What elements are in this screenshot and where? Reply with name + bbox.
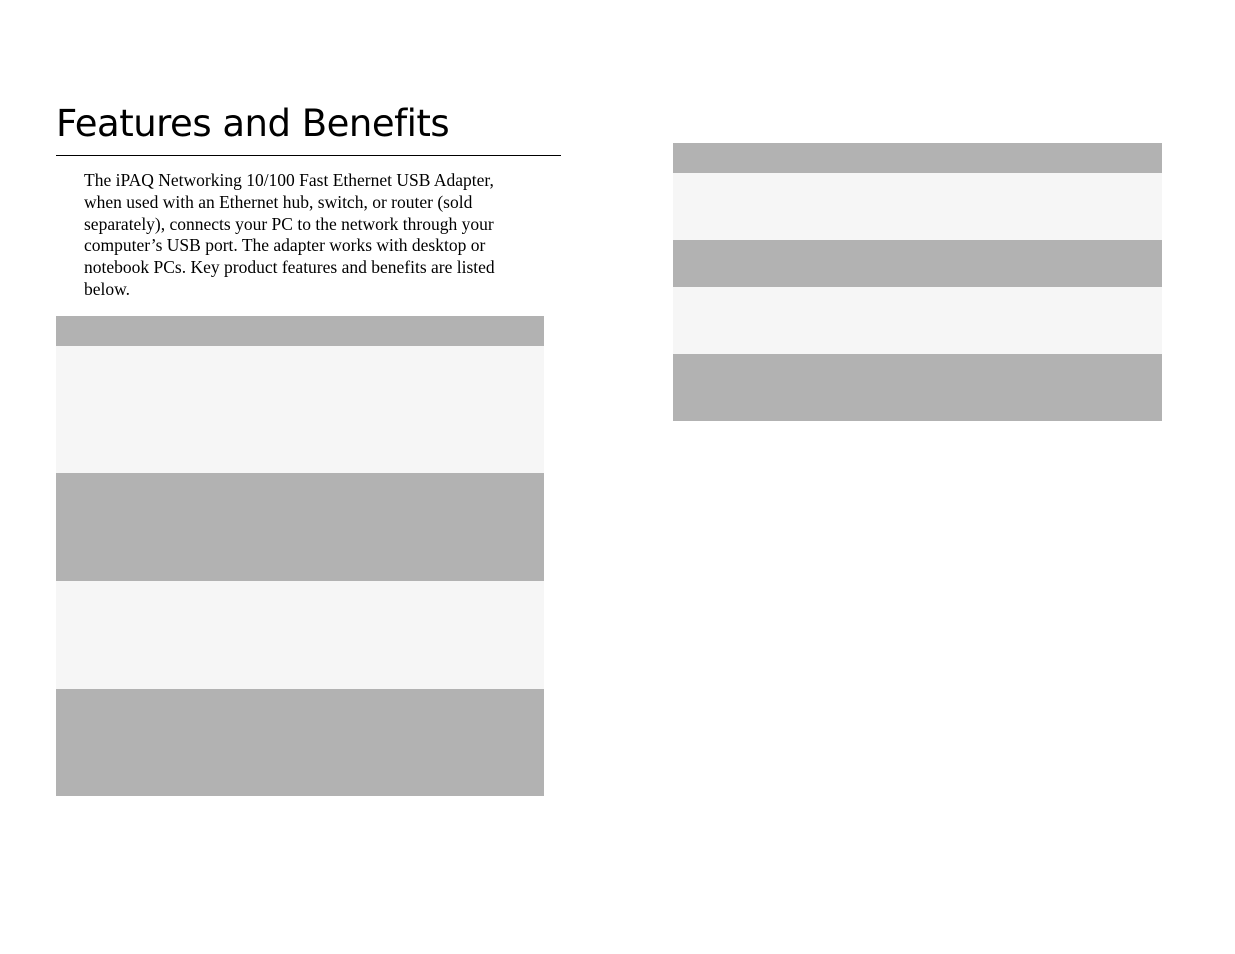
left-table-row-band bbox=[56, 346, 544, 473]
left-table-row-band bbox=[56, 473, 544, 581]
right-table-row-band bbox=[673, 354, 1162, 421]
left-table-row-band bbox=[56, 689, 544, 796]
right-table-header-band bbox=[673, 143, 1162, 173]
right-table-row-band bbox=[673, 287, 1162, 354]
title-divider bbox=[56, 155, 561, 156]
left-table-header-band bbox=[56, 316, 544, 346]
right-table-row-band bbox=[673, 240, 1162, 287]
intro-paragraph: The iPAQ Networking 10/100 Fast Ethernet USB Adapter, when used with an Ethernet hub, switch, or router (sold separately), connects your PC to the network through your computer’s USB port. The adapter works with desktop or notebook PCs. Key product features and benefits are listed below. bbox=[84, 170, 495, 299]
page-title: Features and Benefits bbox=[56, 102, 450, 145]
left-table-row-band bbox=[56, 581, 544, 689]
right-table-row-band bbox=[673, 173, 1162, 240]
